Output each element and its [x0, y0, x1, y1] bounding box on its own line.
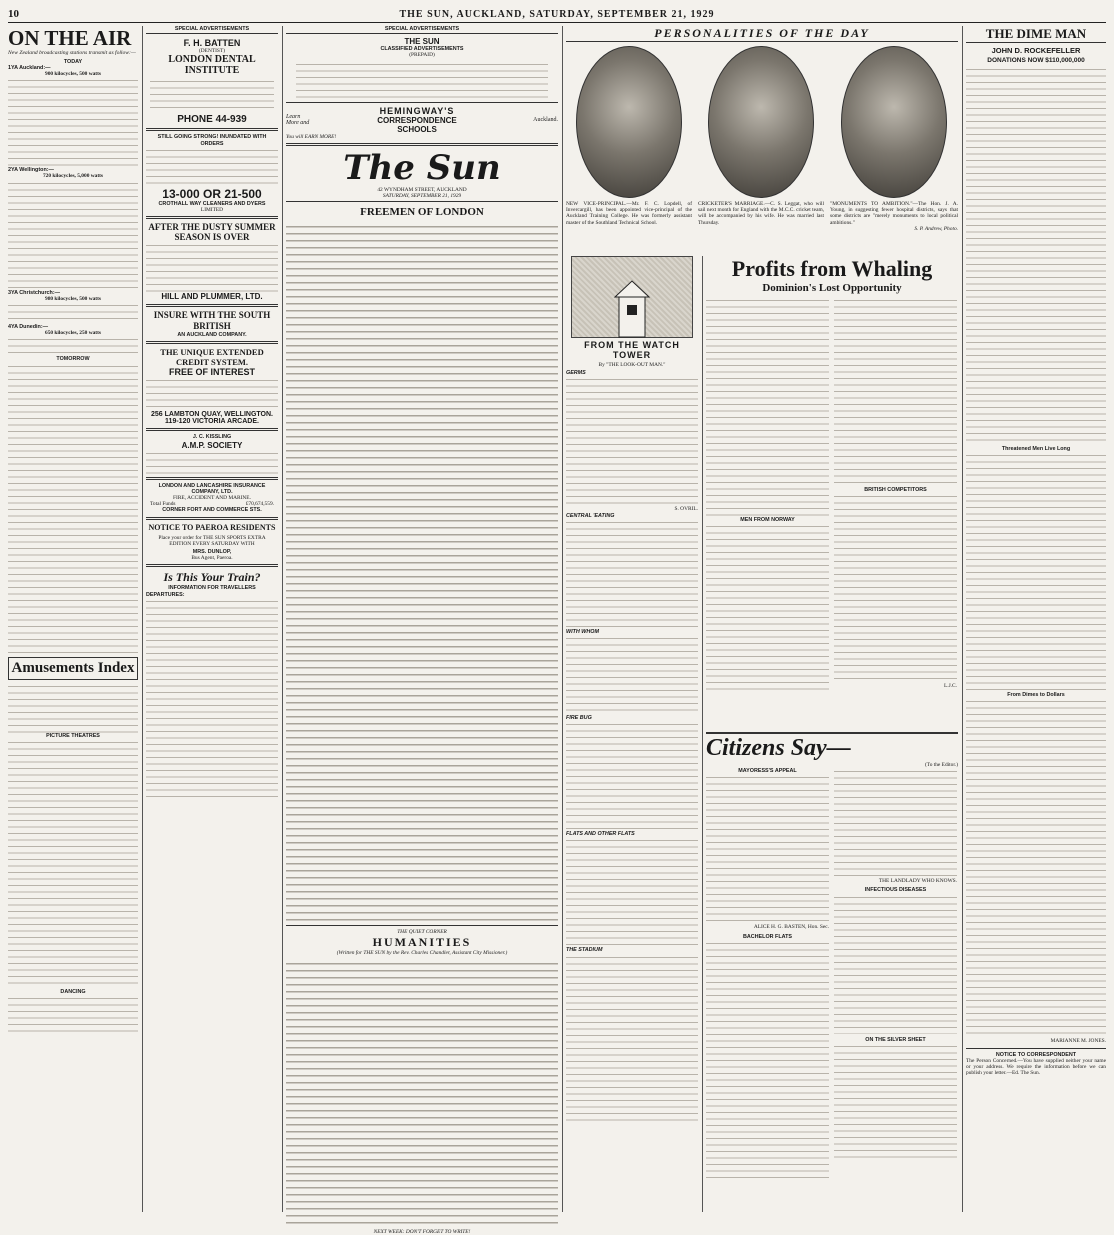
station-1ya-freq: 900 kilocycles, 500 watts	[45, 70, 101, 77]
watch-tower-title: FROM THE WATCH TOWER	[584, 340, 680, 360]
dime-name: JOHN D. ROCKEFELLER	[991, 46, 1081, 55]
bachelor-body-cont	[834, 768, 957, 878]
classified-box	[286, 37, 558, 98]
on-the-air-heading: ON THE AIR	[8, 26, 132, 50]
dancing-label: DANCING	[60, 988, 86, 995]
mayoress-sign: ALICE H. G. BASTEN, Hon. Sec.	[753, 924, 829, 931]
programme-text	[8, 302, 138, 324]
free-of-interest: FREE OF INTEREST	[168, 367, 255, 378]
germs-body	[566, 376, 698, 506]
column-rule	[962, 26, 963, 1212]
train-title: Is This Your Train?	[163, 570, 261, 585]
station-3ya: 3YA Christchurch:—	[8, 289, 61, 296]
crothall-body	[146, 147, 278, 187]
london-lancashire: LONDON AND LANCASHIRE INSURANCE COMPANY, LTD.	[158, 482, 266, 495]
total-funds-value: £70,674,559.	[245, 501, 274, 508]
sun-masthead: The Sun	[343, 147, 501, 188]
freemen-title: FREEMEN OF LONDON	[360, 206, 484, 219]
amusements-list	[8, 683, 138, 733]
auckland-company: AN AUCKLAND COMPANY.	[177, 332, 247, 339]
train-sub: INFORMATION FOR TRAVELLERS	[168, 585, 256, 592]
column-editorial	[286, 26, 558, 1235]
insure-heading: INSURE WITH THE SOUTH BRITISH	[153, 310, 271, 332]
dime-sign: MARIANNE M. JONES.	[1050, 1038, 1106, 1045]
total-funds-label: Total Funds	[150, 501, 176, 508]
crothall-name: CROTHALL WAY CLEANERS AND DYERS	[158, 200, 266, 207]
programme-text	[8, 363, 138, 653]
leggat-photo	[708, 46, 814, 198]
more-and-label: More and	[286, 119, 310, 126]
infectious-heading: INFECTIOUS DISEASES	[864, 887, 927, 894]
british-competitors: BRITISH COMPETITORS	[864, 487, 927, 493]
paeroa-agent-sub: Bus Agent, Paeroa.	[191, 555, 233, 562]
silver-sheet-heading: ON THE SILVER SHEET	[865, 1036, 926, 1043]
central-eating-body	[566, 519, 698, 629]
lambton-quay: 256 LAMBTON QUAY, WELLINGTON.	[151, 411, 273, 419]
landlady-sign: THE LANDLADY WHO KNOWS.	[878, 878, 957, 885]
today-label: TODAY	[63, 58, 83, 65]
amusements-index-box	[8, 657, 138, 680]
station-2ya: 2YA Wellington:—	[8, 167, 54, 174]
theatres-list	[8, 739, 138, 989]
lopdell-photo	[576, 46, 682, 198]
hemingway-ad	[286, 106, 558, 134]
column-rule	[562, 26, 563, 1212]
flats-heading: FLATS AND OTHER FLATS	[566, 831, 635, 838]
next-week: NEXT WEEK: DON'T FORGET TO WRITE!	[373, 1228, 471, 1235]
personality-3	[830, 46, 958, 232]
whaling-body-3	[834, 297, 957, 487]
stadium-body	[566, 954, 698, 1124]
watch-tower-byline: By "THE LOOK-OUT MAN."	[598, 362, 666, 368]
amusements-title: Amusements Index	[11, 659, 135, 676]
watch-tower-illustration	[571, 256, 693, 338]
freemen-article-body	[286, 222, 558, 922]
sun-address: 42 WYNDHAM STREET, AUCKLAND	[377, 186, 467, 193]
silver-sheet-body	[834, 1043, 957, 1163]
batten-title: LONDON DENTAL INSTITUTE	[168, 54, 256, 77]
dime-header: THE DIME MAN	[966, 26, 1106, 43]
men-from-norway: MEN FROM NORWAY	[740, 517, 795, 523]
humanities-title: HUMANITIES	[372, 935, 472, 950]
hemingway-name: HEMINGWAY'S	[379, 105, 455, 116]
hemingway-sub: CORRESPONDENCE	[377, 115, 457, 125]
hemingway-schools: SCHOOLS	[397, 124, 437, 134]
batten-ad	[146, 38, 278, 125]
page-number: 10	[8, 8, 19, 20]
tower-icon	[597, 277, 667, 337]
citizens-say-section	[706, 732, 958, 1214]
paeroa-body: Place your order for THE SUN SPORTS EXTRA EDITION EVERY SATURDAY WITH	[158, 534, 266, 547]
paeroa-agent: MRS. DUNLOP,	[192, 549, 232, 556]
whaling-subtitle: Dominion's Lost Opportunity	[762, 282, 902, 294]
station-2ya-freq: 720 kilocycles, 5,000 watts	[42, 173, 104, 180]
still-going-heading: STILL GOING STRONG! INUNDATED WITH ORDERS	[157, 134, 267, 147]
mayoress-heading: MAYORESS'S APPEAL	[738, 768, 797, 775]
young-caption: "MONUMENTS TO AMBITION."—The Hon. J. A. Young, in suggesting fewer hospital districts, says that some districts are "merely monuments to local political ambitions."	[830, 201, 958, 226]
central-eating-heading: CENTRAL 'EATING	[566, 512, 615, 519]
whaling-body-1	[706, 297, 829, 517]
personality-1	[566, 46, 692, 232]
whaling-article	[706, 256, 958, 726]
picture-theatres-label: PICTURE THEATRES	[46, 732, 100, 739]
station-4ya-freq: 650 kilocycles, 250 watts	[45, 330, 101, 337]
amp-body	[146, 450, 278, 474]
column-on-the-air	[8, 26, 138, 1212]
masthead	[8, 6, 1106, 23]
personality-2	[698, 46, 824, 232]
departures-label: DEPARTURES:	[146, 591, 185, 598]
batten-sub: (DENTIST)	[198, 48, 226, 55]
hemingway-auckland: Auckland.	[533, 116, 558, 123]
whaling-title: Profits from Whaling	[731, 256, 933, 281]
paeroa-title: NOTICE TO PAEROA RESIDENTS	[148, 522, 276, 532]
unique-credit: THE UNIQUE EXTENDED CREDIT SYSTEM.	[160, 347, 264, 368]
bachelor-body	[706, 940, 829, 1180]
stadium-heading: THE STADIUM	[566, 947, 603, 954]
special-ads-header-2: SPECIAL ADVERTISEMENTS	[286, 26, 558, 34]
on-the-air-intro: New Zealand broadcasting stations transmit as follow:—	[8, 50, 136, 56]
flats-body	[566, 837, 698, 947]
personalities-section	[566, 26, 958, 252]
masthead-title: THE SUN, AUCKLAND, SATURDAY, SEPTEMBER 21, 1929	[399, 8, 715, 20]
amp-society: A.M.P. SOCIETY	[181, 440, 243, 450]
fire-bug-body	[566, 721, 698, 831]
column-rule	[702, 256, 703, 1212]
with-whom-heading: WITH WHOM	[566, 628, 599, 635]
whaling-body-4	[834, 493, 957, 683]
batten-name: F. H. BATTEN	[183, 38, 241, 49]
programme-text	[8, 77, 138, 167]
hill-plummer: HILL AND PLUMMER, LTD.	[161, 292, 263, 302]
dime-body-1	[966, 66, 1106, 446]
classified-title-3: (PREPAID)	[409, 52, 435, 59]
classified-title-1: THE SUN	[404, 37, 440, 47]
station-4ya: 4YA Dunedin:—	[8, 323, 49, 330]
credit-body	[146, 377, 278, 411]
classified-rates	[296, 61, 548, 99]
infectious-body	[834, 894, 957, 1034]
from-dimes-heading: From Dimes to Dollars	[1007, 692, 1065, 699]
leggat-caption: CRICKETER'S MARRIAGE.—C. S. Leggat, who will sail next month for England with the M.C.C. cricket team, will be accompanied by his wife. He was married last Thursday.	[698, 201, 824, 226]
with-whom-body	[566, 635, 698, 715]
batten-body	[150, 78, 274, 112]
humanities-byline: (Written for THE SUN by the Rev. Charles Chandler, Assistant City Missioner.)	[336, 950, 508, 957]
humanities-body	[286, 959, 558, 1229]
dime-donations: DONATIONS NOW $110,000,000	[987, 57, 1085, 64]
germs-heading: GERMS	[566, 370, 586, 377]
station-1ya: 1YA Auckland:—	[8, 64, 51, 71]
bachelor-heading: BACHELOR FLATS	[742, 933, 792, 940]
tomorrow-label: TOMORROW	[56, 356, 90, 363]
column-rule	[142, 26, 143, 1212]
citizens-title: Citizens Say—	[706, 735, 851, 761]
summer-body	[146, 242, 278, 292]
lopdell-caption: NEW VICE-PRINCIPAL.—Mr. F. C. Lopdell, of Invercargill, has been appointed vice-principal of the Auckland Training College. He was formerly assistant master of the Southland Technical School.	[566, 201, 692, 226]
special-ads-header: SPECIAL ADVERTISEMENTS	[146, 26, 278, 34]
column-dime-man	[966, 26, 1106, 1212]
sovril-sign: S. OVRIL.	[674, 506, 698, 513]
summer-title: AFTER THE DUSTY SUMMER SEASON IS OVER	[148, 222, 276, 243]
batten-phone: PHONE 44-939	[177, 114, 247, 126]
dime-body-2	[966, 452, 1106, 692]
earn-more: You will EARN MORE!	[286, 133, 337, 140]
column-rule	[282, 26, 283, 1212]
dancing-list	[8, 995, 138, 1035]
programme-text	[8, 180, 138, 290]
programme-text	[8, 336, 138, 356]
corner-fort: CORNER FORT AND COMMERCE STS.	[162, 507, 262, 514]
station-3ya-freq: 980 kilocycles, 500 watts	[45, 295, 101, 302]
kissling: J. C. KISSLING	[192, 434, 232, 441]
notice-body: The Person Concerned.—You have supplied neither your name or your address. We require the information before we can publish your letter.—Ed. The Sun.	[966, 1057, 1106, 1077]
watch-tower-column	[566, 256, 698, 1212]
classified-title-2: CLASSIFIED ADVERTISEMENTS	[380, 46, 464, 53]
mayoress-body	[706, 774, 829, 924]
notice-title: NOTICE TO CORRESPONDENT	[995, 1051, 1077, 1058]
citizens-to-editor: (To the Editor.)	[924, 762, 958, 768]
dime-body-3	[966, 698, 1106, 1038]
quiet-corner: THE QUIET CORNER	[397, 929, 447, 936]
train-timetable	[146, 598, 278, 798]
sun-date: SATURDAY, SEPTEMBER 21, 1929	[286, 193, 558, 202]
whaling-sign: L.J.C.	[943, 683, 957, 690]
column-special-ads	[146, 26, 278, 1212]
personalities-header: PERSONALITIES OF THE DAY	[566, 26, 958, 42]
fire-bug-heading: FIRE BUG	[566, 715, 592, 722]
victoria-arcade: 119-120 VICTORIA ARCADE.	[165, 418, 259, 426]
crothall-phone: 13-000 OR 21-500	[162, 186, 262, 201]
learn-label: Learn	[286, 113, 301, 120]
young-photo	[841, 46, 947, 198]
young-photo-credit: S. P. Andrew, Photo.	[914, 225, 958, 232]
crothall-sub: LIMITED	[200, 207, 224, 214]
whaling-body-2	[706, 523, 829, 693]
fire-marine: FIRE, ACCIDENT AND MARINE.	[173, 495, 251, 502]
threatened-heading: Threatened Men Live Long	[1001, 446, 1071, 452]
